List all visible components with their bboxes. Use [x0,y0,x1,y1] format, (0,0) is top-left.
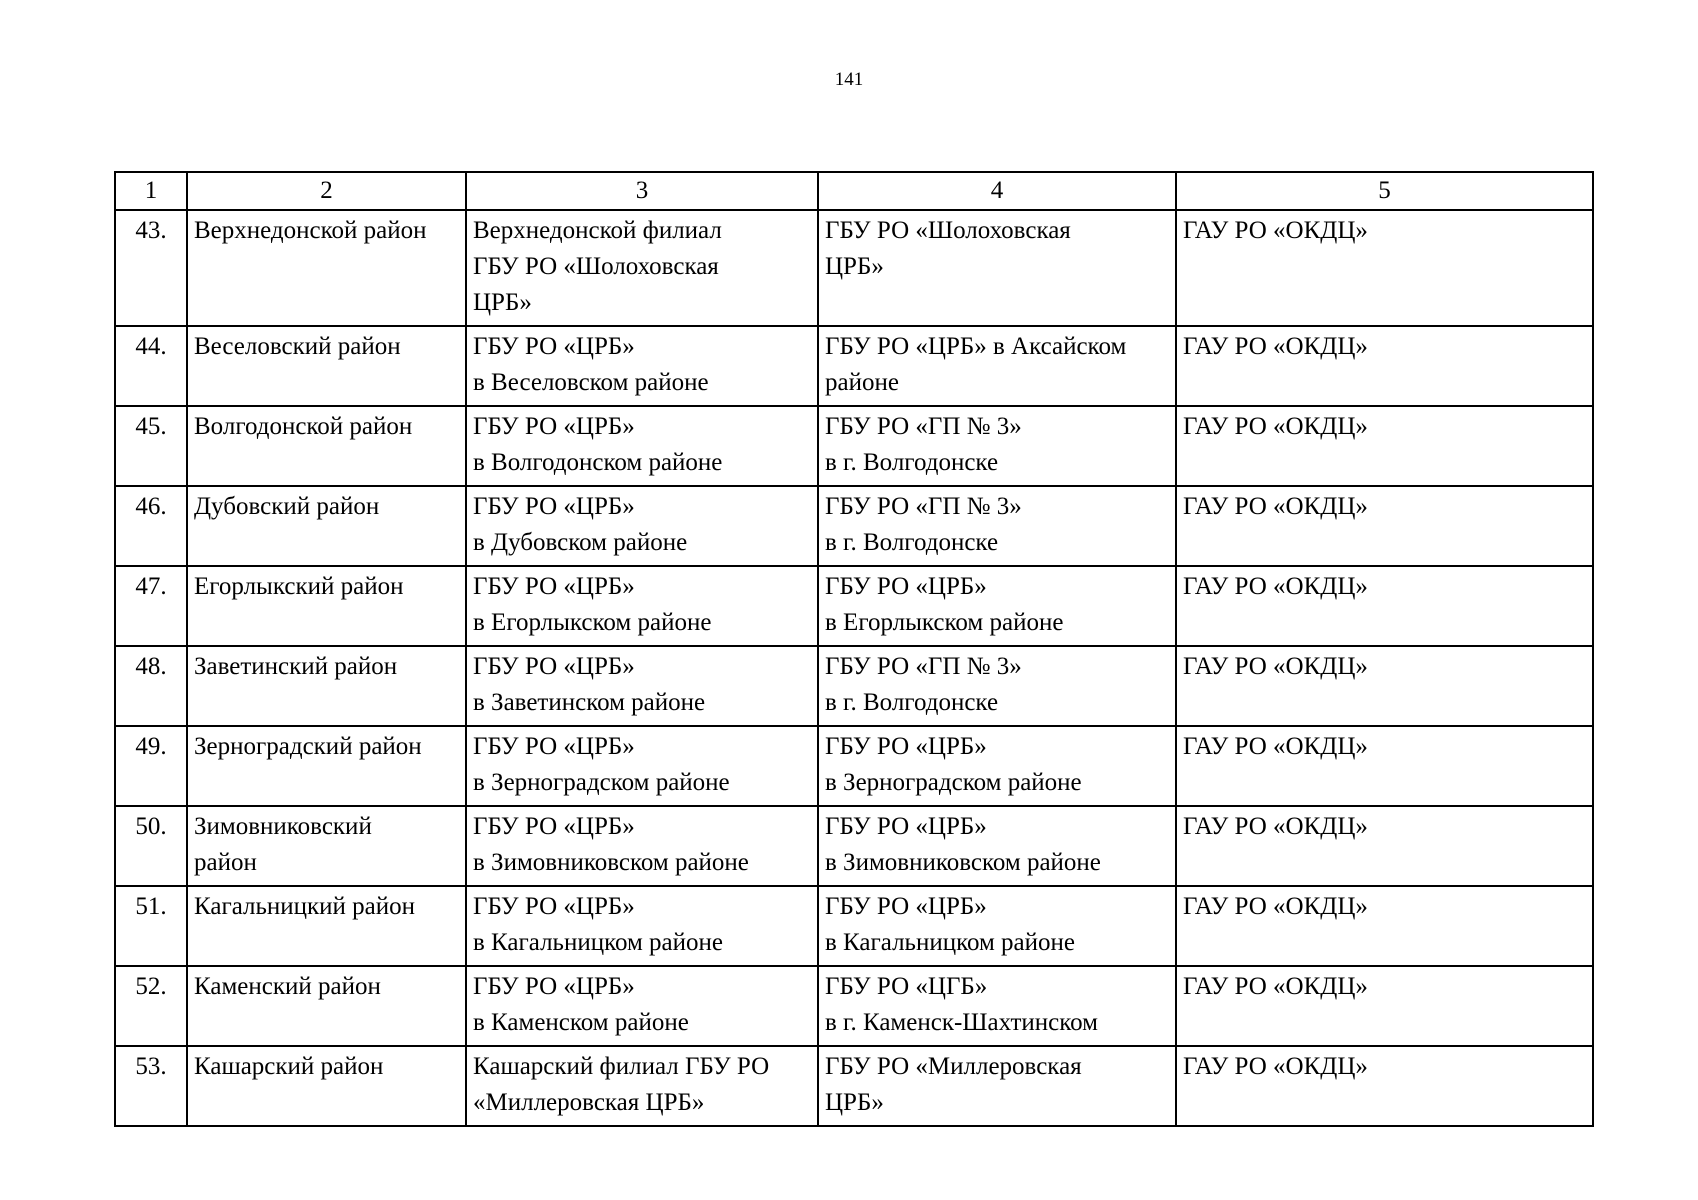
referral-institution-cell [818,806,1176,886]
table-body [115,210,1593,1126]
diagnostic-center-cell [1176,726,1593,806]
cell-line: в Каменском районе [473,1009,689,1036]
cell-line: ЦРБ» [825,253,884,280]
referral-institution-cell [818,406,1176,486]
cell-line: ГАУ РО «ОКДЦ» [1183,413,1368,440]
cell-line: районе [825,369,899,396]
row-number-cell: 48. [115,646,187,726]
cell-line: ГБУ РО «ЦРБ» [473,813,635,840]
column-header-2: 2 [187,172,466,210]
cell-line: ГБУ РО «Шолоховская [473,253,719,280]
cell-line: ЦРБ» [473,289,532,316]
row-number-cell: 50. [115,806,187,886]
institution-cell [466,566,818,646]
page-number: 141 [834,69,864,90]
table-row [115,406,1593,486]
institution-cell [466,486,818,566]
cell-line: Кашарский филиал ГБУ РО [473,1053,770,1080]
cell-line: ГБУ РО «ЦРБ» [473,333,635,360]
diagnostic-center-cell [1176,1046,1593,1126]
cell-line: в г. Волгодонске [825,449,999,476]
district-cell [187,326,466,406]
cell-line: в Веселовском районе [473,369,709,396]
cell-line: ГБУ РО «ЦРБ» [473,733,635,760]
cell-line: ГБУ РО «ЦРБ» [473,653,635,680]
institution-cell [466,646,818,726]
cell-line: в Кагальницком районе [473,929,723,956]
cell-line: ГАУ РО «ОКДЦ» [1183,653,1368,680]
row-number-cell: 49. [115,726,187,806]
column-header-1: 1 [115,172,187,210]
cell-line: ГАУ РО «ОКДЦ» [1183,493,1368,520]
cell-line: Верхнедонской район [194,217,427,244]
cell-line: ГБУ РО «ЦГБ» [825,973,988,1000]
row-number-cell: 53. [115,1046,187,1126]
cell-line: в Дубовском районе [473,529,688,556]
diagnostic-center-cell [1176,210,1593,326]
institution-cell [466,806,818,886]
cell-line: ГАУ РО «ОКДЦ» [1183,733,1368,760]
district-cell [187,1046,466,1126]
diagnostic-center-cell [1176,646,1593,726]
cell-line: ГБУ РО «ЦРБ» [825,813,987,840]
diagnostic-center-cell [1176,566,1593,646]
row-number-cell: 46. [115,486,187,566]
cell-line: «Миллеровская ЦРБ» [473,1089,705,1116]
table-row [115,646,1593,726]
district-cell [187,406,466,486]
district-cell [187,966,466,1046]
diagnostic-center-cell [1176,806,1593,886]
table-row [115,726,1593,806]
row-number-cell: 45. [115,406,187,486]
referral-institution-cell [818,646,1176,726]
institution-cell [466,726,818,806]
cell-line: район [194,849,257,876]
cell-line: ГАУ РО «ОКДЦ» [1183,813,1368,840]
cell-line: в Волгодонском районе [473,449,723,476]
diagnostic-center-cell [1176,406,1593,486]
referral-institution-cell [818,210,1176,326]
cell-line: ГБУ РО «ЦРБ» [825,893,987,920]
cell-line: Каменский район [194,973,381,1000]
district-table [114,171,1594,1127]
cell-line: ГАУ РО «ОКДЦ» [1183,217,1368,244]
cell-line: в г. Волгодонске [825,689,999,716]
referral-institution-cell [818,966,1176,1046]
column-header-3: 3 [466,172,818,210]
cell-line: ГБУ РО «ГП № 3» [825,653,1022,680]
referral-institution-cell [818,886,1176,966]
cell-line: в Заветинском районе [473,689,706,716]
cell-line: в Егорлыкском районе [825,609,1064,636]
institution-cell [466,1046,818,1126]
cell-line: ГБУ РО «ЦРБ» [473,893,635,920]
row-number-cell: 47. [115,566,187,646]
cell-line: ЦРБ» [825,1089,884,1116]
table-row [115,566,1593,646]
institution-cell [466,966,818,1046]
column-header-5: 5 [1176,172,1593,210]
cell-line: ГБУ РО «ЦРБ» [473,573,635,600]
cell-line: Зимовниковский [194,813,372,840]
table-row [115,806,1593,886]
district-cell [187,806,466,886]
institution-cell [466,326,818,406]
cell-line: в г. Каменск-Шахтинском [825,1009,1098,1036]
district-cell [187,566,466,646]
table-row [115,1046,1593,1126]
cell-line: ГБУ РО «ГП № 3» [825,413,1022,440]
referral-institution-cell [818,566,1176,646]
column-header-4: 4 [818,172,1176,210]
cell-line: ГАУ РО «ОКДЦ» [1183,1053,1368,1080]
table-row [115,966,1593,1046]
institution-cell [466,210,818,326]
cell-line: ГАУ РО «ОКДЦ» [1183,893,1368,920]
district-cell [187,886,466,966]
diagnostic-center-cell [1176,326,1593,406]
table-row [115,210,1593,326]
cell-line: ГАУ РО «ОКДЦ» [1183,973,1368,1000]
row-number-cell: 52. [115,966,187,1046]
cell-line: в г. Волгодонске [825,529,999,556]
referral-institution-cell [818,326,1176,406]
cell-line: ГАУ РО «ОКДЦ» [1183,333,1368,360]
cell-line: Дубовский район [194,493,380,520]
row-number-cell: 43. [115,210,187,326]
cell-line: ГАУ РО «ОКДЦ» [1183,573,1368,600]
cell-line: ГБУ РО «Миллеровская [825,1053,1082,1080]
cell-line: ГБУ РО «ЦРБ» [825,573,987,600]
district-cell [187,210,466,326]
row-number-cell: 44. [115,326,187,406]
table-row [115,326,1593,406]
diagnostic-center-cell [1176,886,1593,966]
cell-line: Заветинский район [194,653,398,680]
cell-line: Зерноградский район [194,733,422,760]
header-row [115,172,1593,210]
cell-line: ГБУ РО «Шолоховская [825,217,1071,244]
cell-line: ГБУ РО «ЦРБ» [825,733,987,760]
cell-line: ГБУ РО «ЦРБ» [473,413,635,440]
cell-line: в Зерноградском районе [473,769,730,796]
diagnostic-center-cell [1176,486,1593,566]
cell-line: ГБУ РО «ЦРБ» [473,493,635,520]
cell-line: в Зимовниковском районе [825,849,1101,876]
cell-line: Волгодонской район [194,413,413,440]
cell-line: Кашарский район [194,1053,384,1080]
row-number-cell: 51. [115,886,187,966]
cell-line: Верхнедонской филиал [473,217,722,244]
table-row [115,486,1593,566]
table-row [115,886,1593,966]
cell-line: ГБУ РО «ГП № 3» [825,493,1022,520]
cell-line: в Кагальницком районе [825,929,1075,956]
district-cell [187,486,466,566]
cell-line: ГБУ РО «ЦРБ» [473,973,635,1000]
cell-line: ГБУ РО «ЦРБ» в Аксайском [825,333,1127,360]
district-cell [187,726,466,806]
cell-line: в Зимовниковском районе [473,849,749,876]
cell-line: в Егорлыкском районе [473,609,712,636]
district-cell [187,646,466,726]
cell-line: Егорлыкский район [194,573,404,600]
cell-line: Веселовский район [194,333,401,360]
diagnostic-center-cell [1176,966,1593,1046]
referral-institution-cell [818,486,1176,566]
institution-cell [466,886,818,966]
referral-institution-cell [818,1046,1176,1126]
institution-cell [466,406,818,486]
referral-institution-cell [818,726,1176,806]
cell-line: Кагальницкий район [194,893,416,920]
cell-line: в Зерноградском районе [825,769,1082,796]
